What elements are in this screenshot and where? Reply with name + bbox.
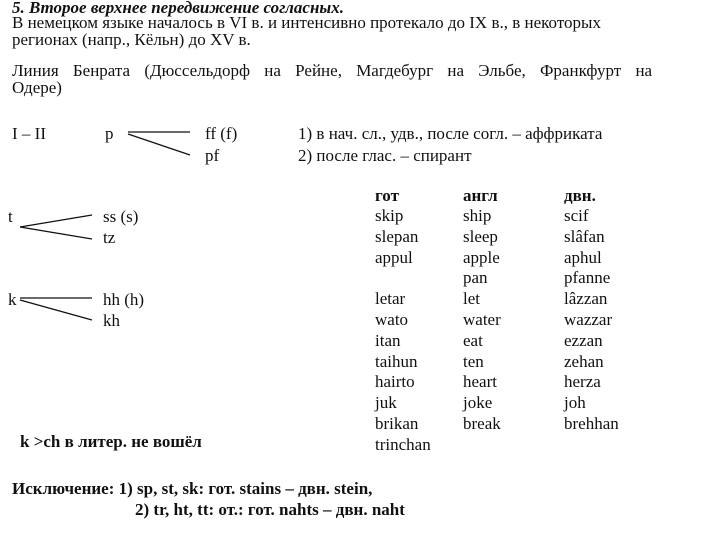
- k-outcome-1: hh (h): [103, 290, 145, 309]
- p-source: p: [105, 124, 114, 143]
- table-cell: water: [463, 310, 501, 329]
- t-branch-upper: [20, 215, 92, 227]
- table-cell: let: [463, 289, 480, 309]
- benrath-line-1: Линия Бенрата (Дюссельдорф на Рейне, Магдебург на Эльбе, Франкфурт на: [12, 61, 653, 80]
- table-cell: itan: [375, 330, 401, 350]
- table-cell: skip: [375, 206, 404, 225]
- table-cell: letar: [375, 289, 406, 309]
- table-cell: hairto: [375, 372, 415, 392]
- t-source: t: [8, 207, 13, 226]
- table-cell: ship: [463, 206, 492, 225]
- table-cell: slâfan: [564, 226, 605, 246]
- table-cell: heart: [463, 372, 497, 392]
- table-cell: herza: [564, 372, 601, 392]
- k-note: k >ch в литер. не вошёл: [20, 432, 202, 451]
- table-cell: lâzzan: [564, 289, 608, 309]
- k-outcome-2: kh: [103, 311, 120, 330]
- table-cell: appul: [375, 247, 413, 267]
- t-branch-lower: [20, 227, 92, 239]
- table-cell: scif: [564, 206, 589, 225]
- table-cell: pfanne: [564, 268, 611, 288]
- exception-line-2: 2) tr, ht, tt: от.: гот. nahts – двн. naht: [135, 500, 405, 519]
- table-cell: apple: [463, 247, 500, 267]
- table-cell: wato: [375, 310, 409, 329]
- p-rule-1: 1) в нач. сл., удв., после согл. – аффриката: [298, 124, 603, 143]
- p-branch-lower: [128, 134, 190, 155]
- p-outcome-1: ff (f): [205, 124, 238, 143]
- table-cell: pan: [463, 268, 488, 288]
- benrath-line-2: Одере): [12, 78, 62, 97]
- table-cell: taihun: [375, 351, 418, 371]
- table-cell: zehan: [564, 351, 604, 371]
- table-cell: eat: [463, 330, 483, 350]
- stage-label: I – II: [12, 124, 46, 143]
- table-cell: wazzar: [564, 310, 613, 329]
- table-cell: trinchan: [375, 434, 431, 454]
- k-source: k: [8, 290, 17, 309]
- t-outcome-2: tz: [103, 228, 116, 247]
- table-cell: joke: [463, 393, 493, 413]
- intro-line-1: В немецком языке началось в VI в. и интенсивно протекало до IX в., в некоторых: [12, 13, 601, 32]
- table-cell: sleep: [463, 226, 498, 246]
- intro-line-2: регионах (напр., Кёльн) до XV в.: [12, 30, 251, 49]
- table-cell: juk: [375, 393, 397, 413]
- table-cell: aphul: [564, 247, 602, 267]
- table-header-dvn: двн.: [564, 186, 596, 205]
- table-cell: joh: [564, 393, 586, 413]
- t-outcome-1: ss (s): [103, 207, 139, 226]
- table-cell: brikan: [375, 414, 419, 433]
- p-outcome-2: pf: [205, 146, 220, 165]
- exception-line-1: Исключение: 1) sp, st, sk: гот. stains – двн. stein,: [12, 479, 373, 498]
- table-cell: ezzan: [564, 330, 603, 350]
- table-cell: brehhan: [564, 414, 619, 433]
- p-rule-2: 2) после глас. – спирант: [298, 146, 472, 165]
- table-header-engl: англ: [463, 186, 498, 205]
- k-branch-lower: [20, 300, 92, 320]
- table-header-got: гот: [375, 186, 399, 205]
- table-cell: slepan: [375, 226, 419, 246]
- section-title: 5. Второе верхнее передвижение согласных.: [12, 0, 344, 17]
- table-cell: ten: [463, 351, 484, 371]
- table-cell: break: [463, 414, 501, 433]
